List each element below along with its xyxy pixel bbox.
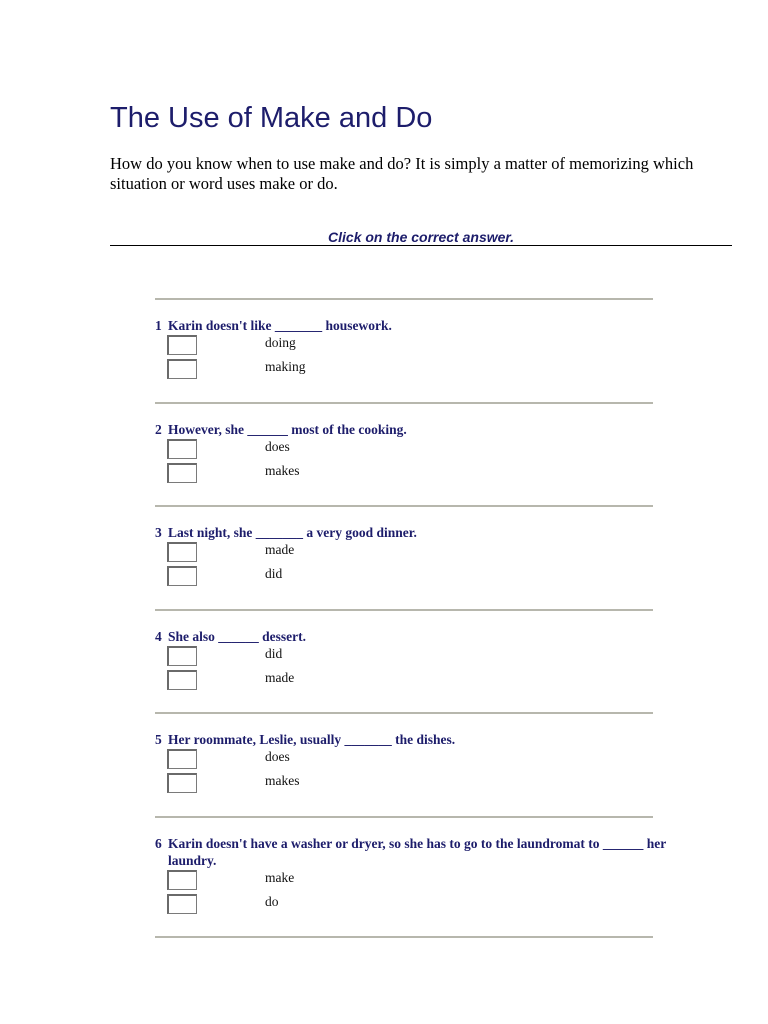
answer-label: making bbox=[265, 359, 306, 374]
question-text: Karin doesn't like _______ housework. bbox=[168, 318, 392, 333]
answer-checkbox[interactable] bbox=[167, 542, 197, 562]
answer-label: made bbox=[265, 669, 295, 685]
question bbox=[155, 421, 675, 438]
answer-option[interactable] bbox=[167, 870, 467, 892]
answer-checkbox[interactable] bbox=[167, 749, 197, 769]
question-text: However, she ______ most of the cooking. bbox=[168, 421, 407, 437]
question bbox=[155, 524, 675, 541]
answer-label: makes bbox=[265, 773, 300, 788]
question-divider bbox=[155, 712, 653, 714]
question-text: Last night, she _______ a very good dinner. bbox=[168, 525, 417, 540]
question-text: She also ______ dessert. bbox=[168, 628, 306, 644]
answer-option[interactable] bbox=[167, 439, 467, 461]
question bbox=[155, 731, 675, 748]
answer-checkbox[interactable] bbox=[167, 894, 197, 914]
answer-label: doing bbox=[265, 335, 296, 350]
answer-label: made bbox=[265, 542, 295, 557]
answer-checkbox[interactable] bbox=[167, 870, 197, 890]
answer-checkbox[interactable] bbox=[167, 566, 197, 586]
answer-option[interactable] bbox=[167, 749, 467, 771]
question-divider bbox=[155, 816, 653, 818]
answer-label: does bbox=[265, 438, 290, 454]
question-divider bbox=[155, 505, 653, 507]
question-number: 2 bbox=[155, 421, 162, 437]
question-number: 4 bbox=[155, 628, 162, 644]
question-number: 1 bbox=[155, 318, 162, 333]
answer-checkbox[interactable] bbox=[167, 335, 197, 355]
answer-option[interactable] bbox=[167, 894, 467, 916]
question-number: 6 bbox=[155, 835, 162, 851]
answer-checkbox[interactable] bbox=[167, 463, 197, 483]
question-number: 3 bbox=[155, 525, 162, 540]
question-divider bbox=[155, 936, 653, 938]
answer-label: did bbox=[265, 566, 283, 581]
question-divider bbox=[155, 609, 653, 611]
answer-label: make bbox=[265, 869, 295, 885]
answer-checkbox[interactable] bbox=[167, 670, 197, 690]
answer-checkbox[interactable] bbox=[167, 773, 197, 793]
answer-option[interactable] bbox=[167, 773, 467, 795]
question-divider bbox=[155, 298, 653, 300]
answer-option[interactable] bbox=[167, 670, 467, 692]
answer-option[interactable] bbox=[167, 566, 467, 588]
instruction-text: Click on the correct answer. bbox=[328, 229, 514, 245]
intro-text: How do you know when to use make and do? It is simply a matter of memorizing which situation or word uses make or do. bbox=[110, 154, 694, 193]
question-number: 5 bbox=[155, 732, 162, 747]
answer-option[interactable] bbox=[167, 463, 467, 485]
page-title: The Use of Make and Do bbox=[110, 102, 433, 134]
answer-label: did bbox=[265, 645, 283, 661]
answer-option[interactable] bbox=[167, 646, 467, 668]
answer-label: do bbox=[265, 893, 279, 909]
question-text: Karin doesn't have a washer or dryer, so she has to go to the laundromat to ______ her laundry. bbox=[168, 835, 667, 868]
answer-label: makes bbox=[265, 462, 300, 478]
question bbox=[155, 317, 675, 334]
question-text: Her roommate, Leslie, usually _______ the dishes. bbox=[168, 732, 456, 747]
answer-option[interactable] bbox=[167, 335, 467, 357]
answer-checkbox[interactable] bbox=[167, 359, 197, 379]
question bbox=[155, 835, 675, 869]
question-divider bbox=[155, 402, 653, 404]
answer-option[interactable] bbox=[167, 359, 467, 381]
answer-option[interactable] bbox=[167, 542, 467, 564]
answer-label: does bbox=[265, 749, 290, 764]
answer-checkbox[interactable] bbox=[167, 439, 197, 459]
answer-checkbox[interactable] bbox=[167, 646, 197, 666]
question bbox=[155, 628, 675, 645]
